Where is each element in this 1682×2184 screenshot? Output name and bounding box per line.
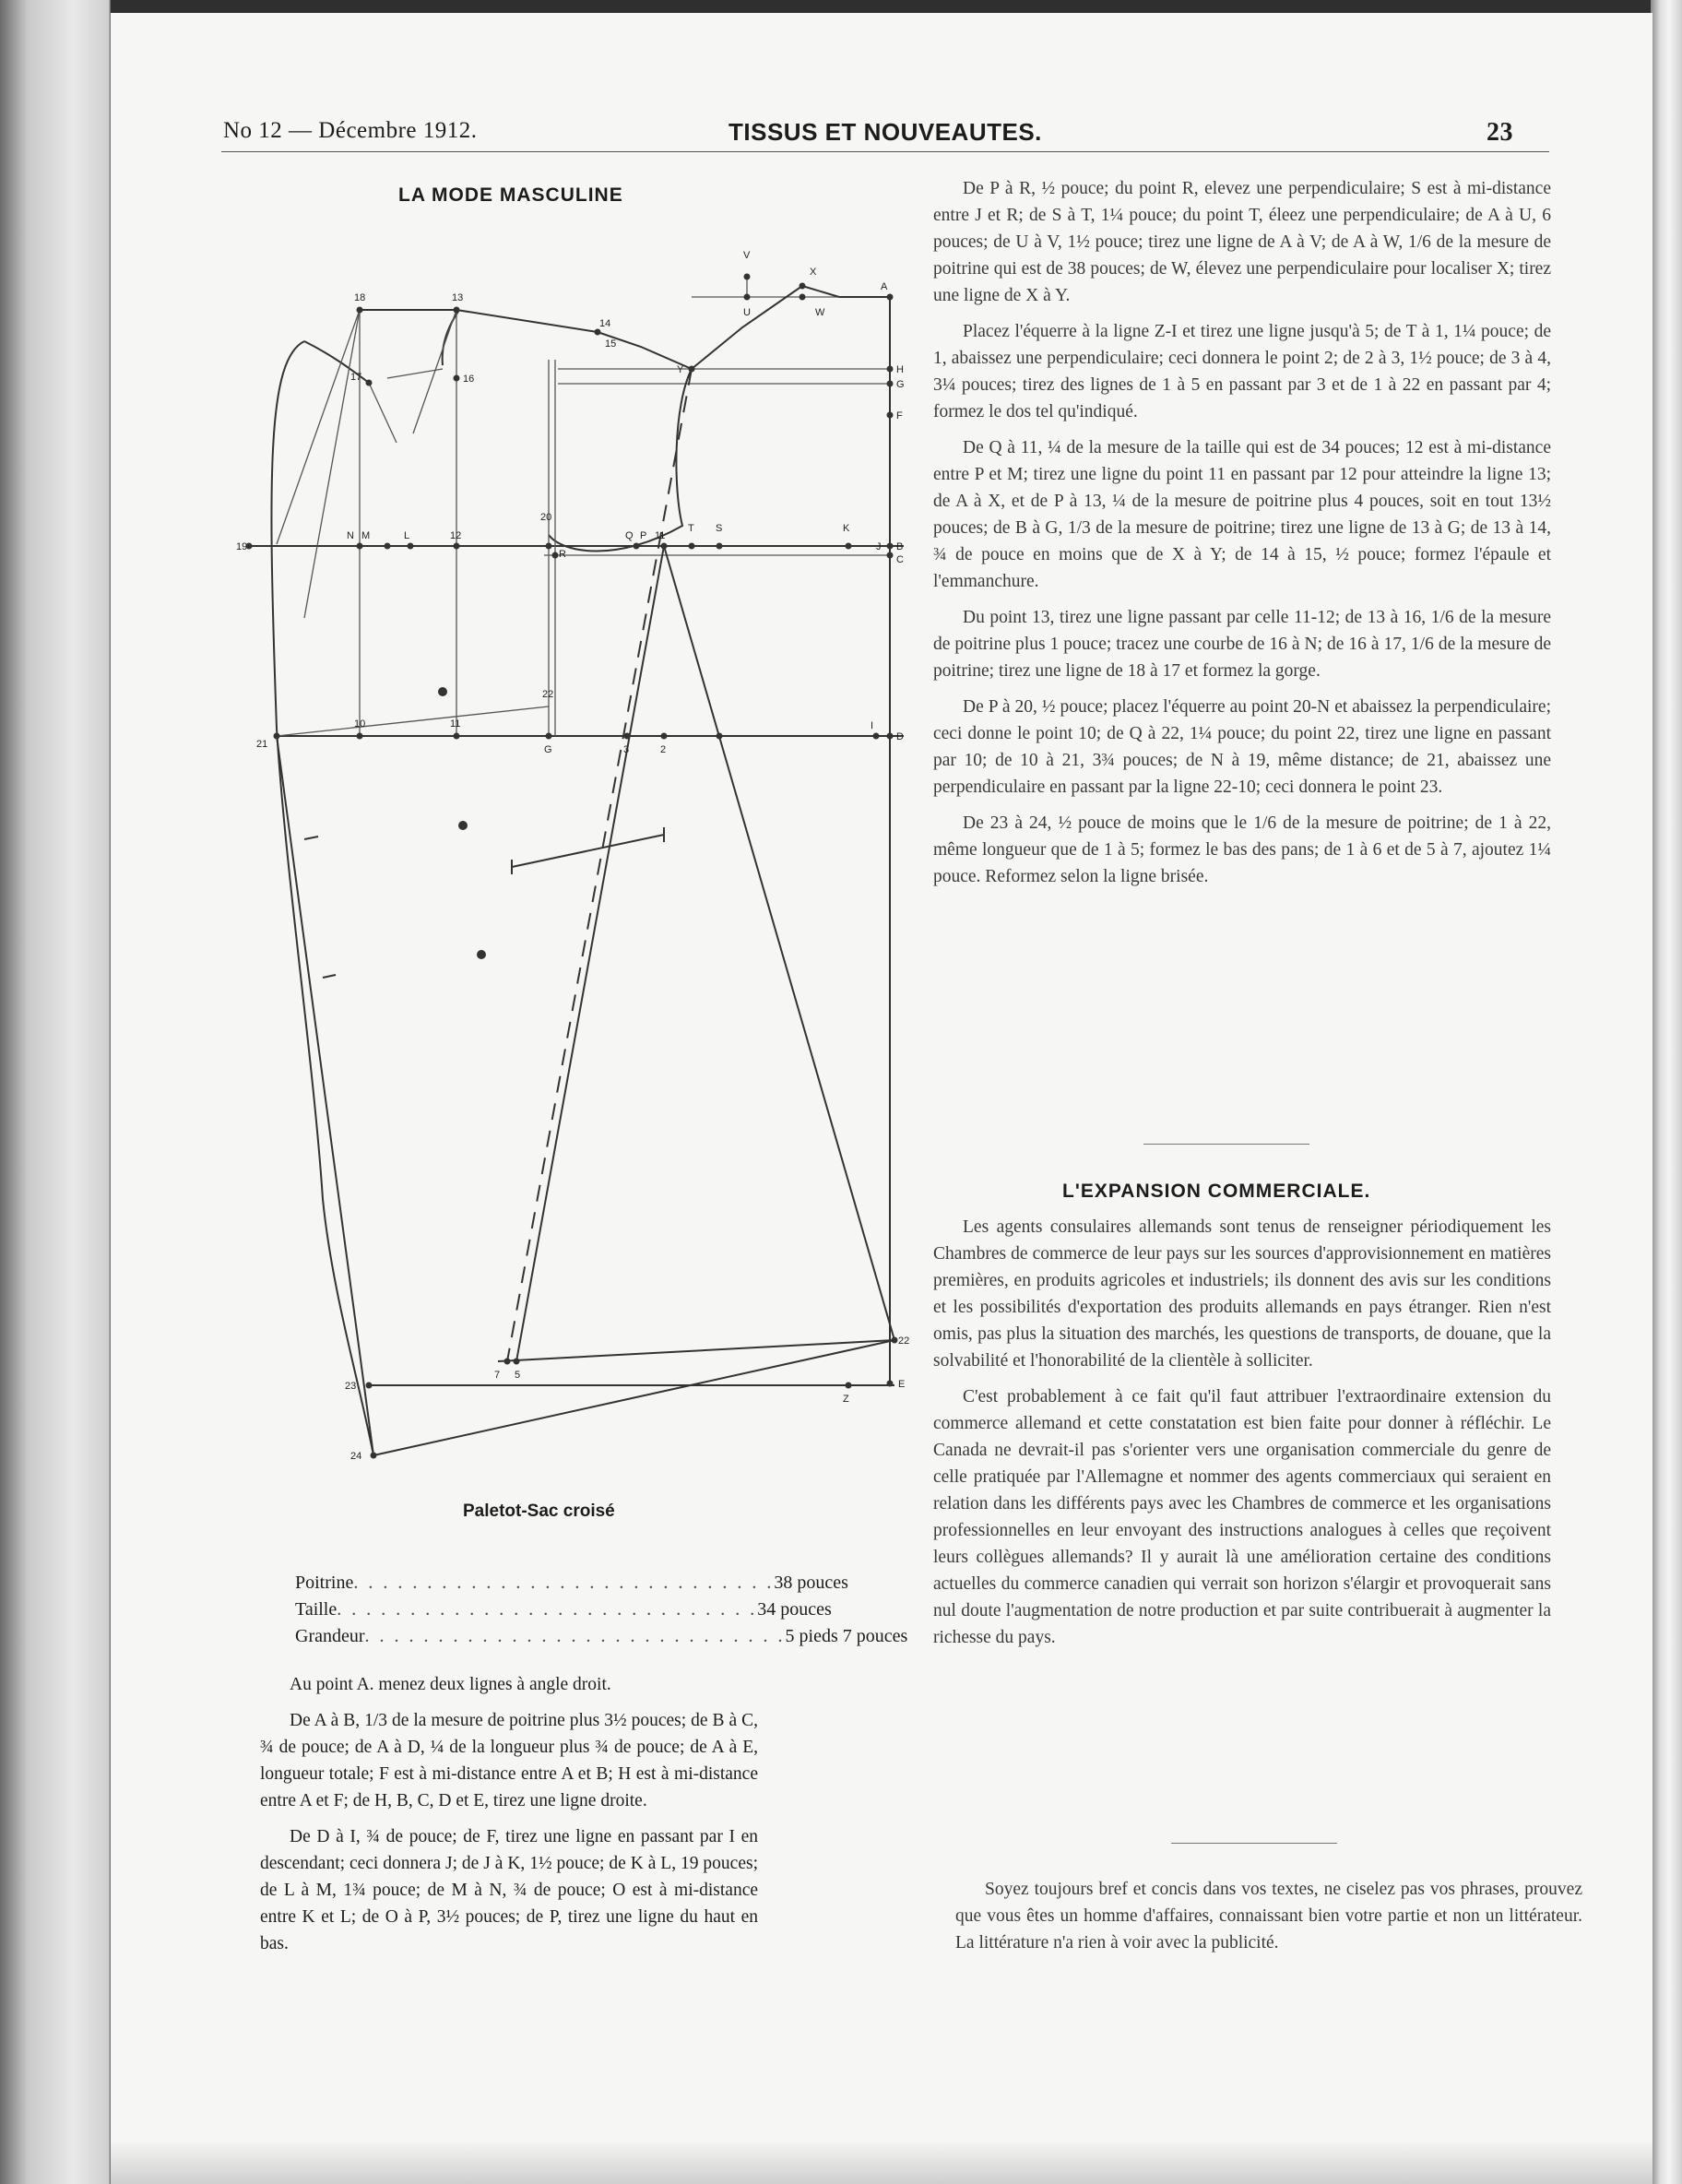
dashed-alteration-line: [507, 369, 692, 1361]
label-d: D: [896, 731, 904, 742]
label-11: 11: [450, 718, 461, 730]
label-z: Z: [843, 1394, 849, 1405]
expansion-article-text: [933, 1214, 1551, 1660]
label-i: I: [871, 720, 874, 731]
back-hem-line: [277, 736, 373, 1455]
measurements-list: [295, 1570, 908, 1650]
paragraph: Du point 13, tirez une ligne passant par celle 11-12; de 13 à 16, 1/6 de la mesure de poitrine plus 1 pouce; tracez une courbe de 16 à N; de 16 à 17, 1/6 de la mesure de poitrine; tirez une ligne de 18 à 17 et formez la gorge.: [933, 608, 1551, 681]
separator-rule: [1143, 1144, 1309, 1145]
measurement-label: Taille: [295, 1599, 338, 1620]
paragraph: De A à B, 1/3 de la mesure de poitrine plus 3½ pouces; de B à C, ¾ de pouce; de A à D, ¼ de la longueur plus ¾ de pouce; de A à E, longueur totale; F est à mi-distance entre A et B; H est à mi-distance entre A et F; de H, B, C, D et E, tirez une ligne droite.: [260, 1711, 758, 1810]
back-outline: [271, 341, 373, 1455]
button-mark-3: [477, 950, 486, 959]
section-title-mode-masculine: LA MODE MASCULINE: [398, 184, 623, 206]
hem-line-24-22: [373, 1340, 894, 1455]
paragraph: De D à I, ¾ de pouce; de F, tirez une ligne en passant par I en descendant; ceci donnera J; de J à K, 1½ pouce; de K à L, 19 pouces; de L à M, 1¾ pouce; de M à N, ¾ de pouce; O est à mi-distance entre K et L; de O à P, 3½ pouces; de P, tirez une ligne du haut en bas.: [260, 1827, 758, 1953]
measurement-label: Poitrine: [295, 1573, 354, 1593]
label-24: 24: [350, 1451, 362, 1462]
label-14: 14: [599, 318, 611, 329]
button-mark-2: [458, 821, 468, 830]
label-16: 16: [463, 374, 475, 385]
label-10: 10: [354, 718, 366, 730]
button-tick-1: [304, 837, 318, 839]
measurement-row: [295, 1623, 908, 1650]
paragraph: De Q à 11, ¼ de la mesure de la taille qui est de 34 pouces; 12 est à mi-distance entre P et M; tirez une ligne du point 11 en passant par 12 pour atteindre la ligne 13; de A à X, et de P à 13, ¼ de la mesure de poitrine plus 4 pouces, soit en tout 13½ pouces; de B à G, 1/3 de la mesure de poitrine; tirez une ligne de 13 à G; de 13 à 14, ¾ de pouce en moins que de X à Y; de 14 à 15, ½ pouce; formez l'épaule et l'emmanchure.: [933, 438, 1551, 591]
label-3: 3: [623, 744, 630, 755]
point-labels: [236, 250, 909, 1462]
label-11-chest: 11: [655, 530, 666, 541]
label-p: P: [640, 530, 647, 541]
measurement-row: [295, 1596, 832, 1623]
leader-dots: . . . . . . . . . . . . . . . . . . . . . . . . . . . . .: [337, 1599, 758, 1620]
label-c: C: [896, 554, 904, 565]
label-g: G: [896, 379, 905, 390]
label-f: F: [896, 410, 903, 421]
leader-dots: . . . . . . . . . . . . . . . . . . . . . . . . . . . . .: [364, 1626, 786, 1646]
label-h: H: [896, 364, 904, 375]
paragraph: C'est probablement à ce fait qu'il faut attribuer l'extraordinaire extension du commerce allemand et cette constatation est bien faite pour donner à réfléchir. Le Canada ne devrait-il pas s'orienter vers une organisation commerciale du genre de celle pratiquée par l'Allemagne et nommer des agents commerciaux qui seraient en relation dans les différents pays avec les Chambres de commerce et les organisations professionnelles en leur envoyant des instructions analogues à celles que reçoivent leurs collègues allemands? Il y aurait là une amélioration certaine des conditions actuelles du commerce canadien qui verrait son horizon s'élargir et provoquerait sans nul doute l'augmentation de notre production et par suite contribuerait à augmenter la richesse du pays.: [933, 1387, 1551, 1647]
label-12: 12: [450, 530, 462, 541]
label-13: 13: [452, 292, 464, 303]
label-15: 15: [605, 338, 617, 350]
measurement-value: 34 pouces: [757, 1599, 832, 1620]
measurement-value: 5 pieds 7 pouces: [785, 1626, 908, 1646]
construction-points: [246, 274, 898, 1459]
leader-dots: . . . . . . . . . . . . . . . . . . . . . . . . . . . . .: [353, 1573, 775, 1593]
label-e: E: [898, 1379, 906, 1390]
pocket-mark: [512, 835, 664, 867]
label-u: U: [743, 307, 751, 318]
label-23: 23: [345, 1381, 357, 1392]
label-22-top: 22: [542, 689, 554, 700]
label-k: K: [843, 523, 850, 534]
waist-line-back: [277, 706, 549, 736]
label-2: 2: [660, 744, 667, 755]
guide-18-19: [277, 310, 360, 544]
label-20: 20: [540, 512, 552, 523]
label-21: 21: [256, 739, 268, 750]
button-tick-2: [323, 975, 336, 978]
label-a: A: [881, 281, 888, 292]
journal-title: TISSUS ET NOUVEAUTES.: [728, 118, 1042, 146]
label-b: B: [896, 541, 904, 552]
label-n: N: [347, 530, 354, 541]
book-spine-edge: [0, 0, 111, 2184]
page-stack-edge: [1651, 0, 1682, 2184]
header-rule: [221, 151, 1549, 152]
label-m: M: [361, 530, 371, 541]
label-17: 17: [350, 372, 362, 383]
label-j: J: [876, 541, 882, 552]
paragraph: De P à 20, ½ pouce; placez l'équerre au point 20-N et abaissez la perpendiculaire; ceci donne le point 10; de Q à 22, 1¼ pouce; du point 22, tirez une ligne en passant par 10; de 10 à 21, 3¾ pouces; de N à 19, même distance; de 21, abaissez une perpendiculaire en passant par la ligne 22-10; ceci donnera le point 23.: [933, 697, 1551, 797]
label-22: 22: [898, 1335, 910, 1347]
issue-date: No 12 — Décembre 1912.: [223, 118, 478, 143]
page-number: 23: [1487, 118, 1513, 147]
label-q: Q: [625, 530, 634, 541]
measurement-row: [295, 1570, 848, 1596]
paragraph: Soyez toujours bref et concis dans vos textes, ne ciselez pas vos phrases, prouvez que vous êtes un homme d'affaires, connaissant bien votre partie et non un littérateur. La littérature n'a rien à voir avec la publicité.: [955, 1880, 1582, 1953]
left-column-text: [260, 1671, 758, 1966]
section-title-expansion: L'EXPANSION COMMERCIALE.: [1062, 1181, 1371, 1202]
page-bottom-shadow: [111, 2140, 1652, 2184]
label-t: T: [688, 523, 694, 534]
figure-caption: Paletot-Sac croisé: [463, 1502, 615, 1521]
paragraph: Les agents consulaires allemands sont tenus de renseigner périodiquement les Chambres de commerce de leur pays sur les sources d'approvisionnement en matières premières, en produits agricoles et industriels; ils donnent des avis sur les conditions et les possibilités d'exportation des produits allemands en pays étranger. Rien n'est omis, pas plus la situation des marchés, les questions de transports, de douane, que la solvabilité et l'honorabilité de la clientèle à solliciter.: [933, 1217, 1551, 1371]
label-y: Y: [677, 364, 684, 375]
measurement-value: 38 pouces: [774, 1573, 848, 1593]
coat-pattern-diagram: [231, 231, 931, 1466]
label-x: X: [810, 267, 817, 278]
measurement-label: Grandeur: [295, 1626, 365, 1646]
side-seam-front: [664, 546, 894, 1340]
closing-note-text: [955, 1876, 1582, 1965]
label-5: 5: [515, 1370, 521, 1381]
label-r: R: [559, 549, 566, 560]
label-l: L: [404, 530, 410, 541]
right-column-instructions: [933, 175, 1551, 899]
paragraph: De 23 à 24, ½ pouce de moins que le 1/6 de la mesure de poitrine; de 1 à 22, même longueur que de 1 à 5; formez le bas des pans; de 1 à 6 et de 5 à 7, ajoutez 1¼ pouce. Reformez selon la ligne brisée.: [933, 813, 1551, 886]
label-7: 7: [494, 1370, 501, 1381]
side-seam-back: [516, 546, 667, 1361]
label-g-waist: G: [544, 744, 552, 755]
guide-13-18: [413, 310, 456, 433]
paragraph: De P à R, ½ pouce; du point R, elevez une perpendiculaire; S est à mi-distance entre J et R; de S à T, 1¼ pouce; du point T, éleez une perpendiculaire; de A à U, 6 pouces; de U à V, 1½ pouce; tirez une ligne de A à V; de A à W, 1/6 de la mesure de poitrine qui est de 38 pouces; de W, élevez une perpendiculaire pour localiser X; tirez une ligne de X à Y.: [933, 179, 1551, 305]
paragraph: Placez l'équerre à la ligne Z-I et tirez une ligne jusqu'à 5; de T à 1, 1¼ pouce; de 1, abaissez une perpendiculaire; ceci donnera le point 2; de 2 à 3, 1½ pouce; de 3 à 4, 3¼ pouces; tirez des lignes de 1 à 5 en passant par 3 et de 1 à 22 en passant par 4; formez le dos tel qu'indiqué.: [933, 322, 1551, 421]
paragraph: Au point A. menez deux lignes à angle droit.: [290, 1675, 611, 1694]
guide-17: [369, 383, 397, 443]
armhole-curve: [549, 369, 692, 552]
label-v: V: [743, 250, 751, 261]
label-s: S: [716, 523, 723, 534]
shoulder-line: [360, 286, 890, 369]
label-19: 19: [236, 541, 248, 552]
button-mark-1: [438, 687, 447, 696]
hem-line-7-22: [498, 1340, 894, 1361]
label-18: 18: [354, 292, 366, 303]
label-w: W: [815, 307, 825, 318]
separator-rule-2: [1171, 1843, 1337, 1844]
